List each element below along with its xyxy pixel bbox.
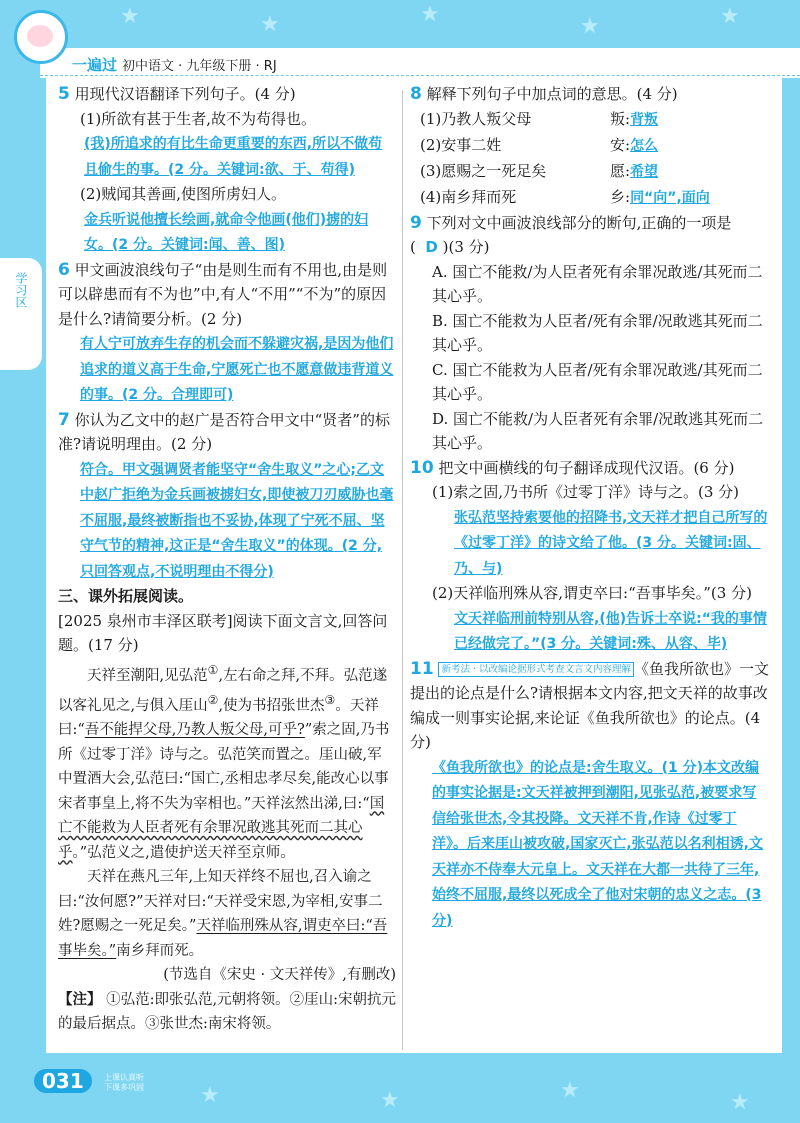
gloss-word: 乡: (610, 187, 631, 206)
question-stem: 解释下列句子中加点词的意思。(4 分) (426, 85, 678, 103)
passage-source: (节选自《宋史 · 文天祥传》,有删改) (163, 967, 396, 984)
gloss-sentence: (1)乃教人叛父母 (420, 109, 532, 128)
passage-paragraph (58, 658, 396, 866)
wavy-underlined-sentence: 国亡不能救为人臣者死有余罪况敢逃其死而二其心乎 (58, 795, 385, 861)
option-c: C. 国亡不能救为人臣者/死有余罪况敢逃/其死而二其心乎。 (432, 360, 763, 403)
quoted-sentence: 由是则生而有不用也,由是则可以辟患而有不为也 (58, 260, 388, 303)
gloss-sentence: (3)愿赐之一死足矣 (420, 161, 547, 180)
question-stem: 把文中画横线的句子翻译成现代汉语。(6 分) (438, 458, 735, 477)
page-number: 031 (34, 1069, 92, 1093)
passage-text: 南乡拜而死。 (116, 942, 204, 959)
gloss-row (410, 159, 770, 185)
footnotes (58, 988, 396, 1037)
passage-text: 天祥在燕凡三年,上知天祥终不屈也,召入谕之曰:“汝何愿?”天祥对曰:“天祥受宋恩,为宰相,安事二姓?愿赐之一死足矣。” (58, 869, 383, 935)
star-decoration: ★ (200, 1083, 220, 1108)
sentence: (1)索之固,乃书所《过零丁洋》诗与之。(3 分) (432, 483, 740, 501)
classical-passage (58, 658, 396, 1037)
gloss-sentence: (2)安事二姓 (420, 135, 502, 154)
page-header (40, 48, 800, 78)
new-method-tag: 新考法 · 以改编论据形式考查文言文内容理解 (438, 662, 634, 677)
question-7 (58, 408, 396, 457)
passage-text: 。”弘范义之,遣使护送天祥至京师。 (72, 844, 295, 861)
passage-text: ”索之固,乃书所《过零丁洋》诗与之。弘范笑而置之。厓山破,军中置酒大会,弘范曰:“国亡,丞相忠孝尽矣,能改心以事宋者事皇上,将不失为宰相也。”天祥泫然出涕,曰:“ (58, 722, 390, 812)
star-decoration: ★ (260, 12, 280, 37)
answer: 同“向”,面向 (630, 189, 710, 206)
question-points: (3 分) (448, 238, 490, 256)
question-11 (410, 657, 770, 755)
question-number: 10 (410, 457, 434, 478)
gloss-word: 叛: (610, 109, 631, 128)
star-decoration: ★ (560, 1078, 580, 1103)
answer: (我)所追求的有比生命更重要的东西,所以不做苟且偷生的事。(2 分。关键词:欲、于、苟得) (84, 136, 383, 178)
option-a: A. 国亡不能救/为人臣者死有余罪况敢逃/其死而二其心乎。 (432, 262, 763, 305)
question-10 (410, 456, 770, 481)
option-d: D. 国亡不能救/为人臣者死有余罪/况敢逃其死而二其心乎。 (432, 409, 764, 452)
star-decoration: ★ (420, 2, 440, 27)
gloss-sentence: (4)南乡拜而死 (420, 187, 517, 206)
footnote-marker: ① (207, 662, 219, 677)
question-number: 8 (410, 84, 422, 104)
question-stem: ”中,有人“不用”“不为”的原因是什么?请简要分析。(2 分) (58, 285, 387, 328)
answer: 《鱼我所欲也》的论点是:舍生取义。(1 分)本文改编的事实论据是:文天祥被押到潮阳,见张弘范,被要求写信给张世杰,令其投降。文天祥不肯,作诗《过零丁洋》。后来厓山被攻破,国家灭亡,张弘范以名利相诱,文天祥亦不侍奉大元皇上。文天祥在大都一共待了三年,始终不屈服,最终以死成全了他对宋朝的忠义之志。(3 分) (432, 759, 763, 929)
gloss-word: 安: (610, 135, 631, 154)
mascot-logo-icon (14, 10, 68, 64)
question-5 (58, 82, 396, 107)
footer-slogan: 上课认真听 下课多巩固 (104, 1073, 144, 1092)
question-number: 6 (58, 259, 70, 280)
question-number: 9 (410, 212, 422, 233)
answer: 背叛 (630, 111, 659, 128)
star-decoration: ★ (580, 14, 600, 39)
star-decoration: ★ (720, 4, 740, 29)
option-b: B. 国亡不能救为人臣者/死有余罪/况敢逃其死而二其心乎。 (432, 311, 763, 354)
question-6 (58, 258, 396, 332)
side-tab-label: 学习区 (14, 272, 28, 308)
brand-name: 一遍过 (72, 56, 118, 74)
note-text: ①弘范:即张弘范,元朝将领。②厓山:宋朝抗元的最后据点。③张世杰:南宋将领。 (58, 991, 396, 1033)
right-border (782, 0, 800, 1123)
note-label: 【注】 (58, 990, 102, 1008)
question-8 (410, 82, 770, 107)
star-decoration: ★ (730, 1090, 750, 1115)
question-9: 9 下列对文中画波浪线部分的断句,正确的一项是 ( D )(3 分) (410, 212, 732, 256)
passage-text: 。天祥曰:“ (58, 697, 379, 739)
underlined-sentence: 吾不能捍父母,乃教人叛父母,可乎? (84, 722, 305, 739)
mascot-face-icon (27, 25, 53, 47)
question-stem: 用现代汉语翻译下列句子。(4 分) (74, 85, 296, 103)
answer: D (425, 238, 438, 256)
question-stem: 《鱼我所欲也》一文提出的论点是什么?请根据本文内容,把文天祥的故事改编成一则事实论据,来论证《鱼我所欲也》的论点。(4 分) (410, 659, 770, 751)
underlined-sentence: 天祥临刑殊从容,谓吏卒曰:“吾事毕矣。” (58, 918, 388, 959)
answer: 怎么 (630, 137, 659, 154)
passage-text: ,使为书招张世杰 (218, 697, 325, 714)
question-stem: 甲文画波浪线句子“ (74, 260, 203, 279)
passage-text: 天祥至潮阳,见弘范 (87, 667, 208, 684)
gloss-table (410, 107, 770, 211)
column-divider (402, 90, 403, 1050)
footnote-marker: ② (207, 692, 219, 707)
answer: 金兵听说他擅长绘画,就命令他画(他们)掳的妇女。(2 分。关键词:闻、善、图) (84, 211, 369, 253)
question-number: 11 (410, 658, 434, 679)
question-stem: 你认为乙文中的赵广是否符合甲文中“贤者”的标准?请说明理由。(2 分) (58, 410, 390, 453)
right-column (410, 82, 770, 933)
answer: 有人宁可放弃生存的机会而不躲避灾祸,是因为他们追求的道义高于生命,宁愿死亡也不愿意做违背道义的事。(2 分。合理即可) (80, 336, 394, 403)
gloss-row (410, 107, 770, 133)
sentence: (2)天祥临刑殊从容,谓吏卒曰:“吾事毕矣。”(3 分) (432, 584, 752, 602)
gloss-row (410, 133, 770, 159)
breadcrumb: 初中语文 · 九年级下册 · RJ (122, 59, 277, 74)
left-border (0, 0, 46, 1123)
passage-paragraph (58, 865, 396, 963)
footnote-marker: ③ (324, 692, 336, 707)
question-number: 5 (58, 84, 70, 104)
passage-text: ,左右命之拜,不拜。弘范遂以客礼见之,与俱入厓山 (58, 667, 388, 714)
answer: 张弘范坚持索要他的招降书,文天祥才把自己所写的《过零丁洋》的诗文给了他。(3 分。关键词:固、乃、与) (454, 509, 768, 577)
gloss-word: 愿: (610, 161, 631, 180)
answer: 符合。甲文强调贤者能坚守“舍生取义”之心;乙文中赵广拒绝为金兵画被掳妇女,即使被刀刃威胁也毫不屈服,最终被断指也不妥协,体现了宁死不屈、坚守气节的精神,这正是“舍生取义”的体现。(2 分,只回答观点,不说明理由不得分) (80, 461, 394, 580)
passage-intro: [2025 泉州市丰泽区联考]阅读下面文言文,回答问题。(17 分) (58, 611, 388, 654)
gloss-row (410, 185, 770, 211)
question-stem: 下列对文中画波浪线部分的断句,正确的一项是 (426, 213, 732, 232)
sentence: (1)所欲有甚于生者,故不为苟得也。 (80, 109, 317, 128)
star-decoration: ★ (380, 1088, 400, 1113)
answer: 希望 (630, 163, 659, 180)
star-decoration: ★ (120, 4, 140, 29)
sentence: (2)贼闻其善画,使图所虏妇人。 (80, 185, 287, 203)
answer: 文天祥临刑前特别从容,(他)告诉士卒说:“我的事情已经做完了。”(3 分。关键词:殊、从容、毕) (454, 610, 767, 652)
header-rule (40, 75, 800, 76)
left-column (58, 82, 396, 1037)
section-heading: 三、课外拓展阅读。 (58, 587, 194, 605)
side-tab (0, 258, 42, 370)
question-number: 7 (58, 409, 70, 430)
